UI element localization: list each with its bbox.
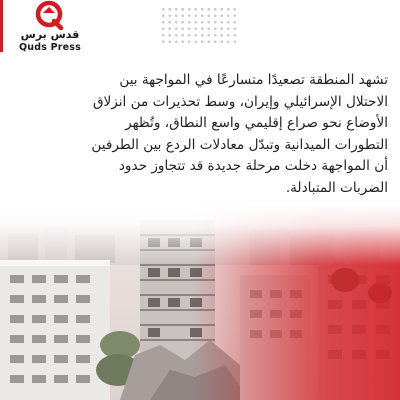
brand-logo [14,0,86,64]
accent-bar [0,0,3,52]
article-line: الاحتلال الإسرائيلي وإيران، وسط تحذيرات من انزلاق [92,93,388,110]
photo-top-fade [0,205,400,265]
article-line: أن المواجهة دخلت مرحلة جديدة قد تتجاوز حدود [118,158,388,174]
brand-name-arabic: قدس برس [20,28,80,41]
article-text [40,70,388,199]
dot-pattern [160,6,238,46]
brand-name-english: Quds Press [18,42,81,53]
article-line: التطورات الميدانية وتبدّل معادلات الردع بين الطرفين [91,136,388,153]
article-line: الأوضاع نحو صراع إقليمي واسع النطاق، وتُظهر [125,115,388,131]
article-line: تشهد المنطقة تصعيدًا متسارعًا في المواجهة بين [119,72,388,88]
article-line: الضربات المتبادلة. [285,179,388,196]
quds-press-logo-icon [32,0,66,30]
